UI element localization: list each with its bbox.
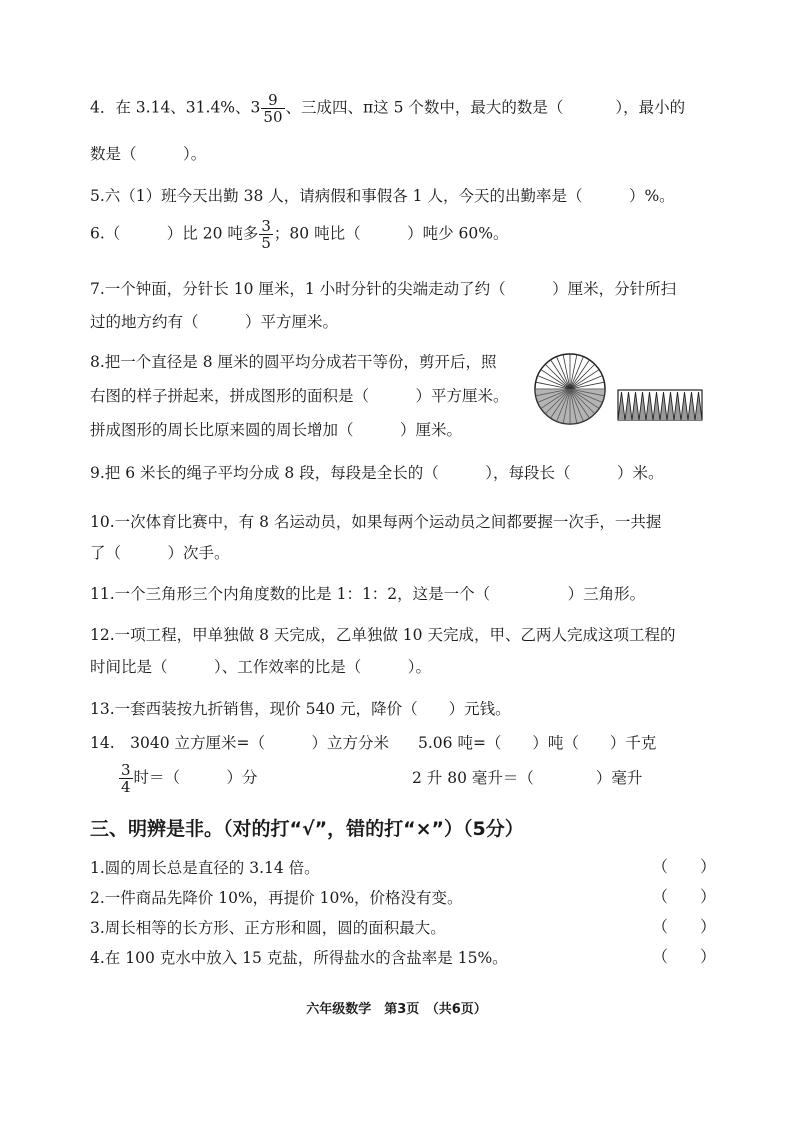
question-9: 9.把 6 米长的绳子平均分成 8 段，每段是全长的（ ），每段长（ ）米。: [90, 464, 664, 482]
question-14-d: 2 升 80 毫升＝（ ）毫升: [412, 769, 643, 787]
rearranged-rectangle-figure: [617, 388, 703, 422]
sector-piece: [646, 392, 653, 420]
question-12-line-2: 时间比是（ ）、工作效率的比是（ ）。: [90, 658, 432, 676]
q4-text-a: 4．在 3.14、31.4%、3: [90, 98, 261, 117]
q4-fraction: $\frac{9}{50}$: [263, 91, 283, 126]
judgment-3: 3.周长相等的长方形、正方形和圆，圆的面积最大。: [90, 919, 446, 937]
judgment-2: 2.一件商品先降价 10%，再提价 10%，价格没有变。: [90, 889, 463, 907]
judgment-1: 1.圆的周长总是直径的 3.14 倍。: [90, 859, 320, 877]
question-4-line-1: [90, 92, 685, 125]
question-5: 5.六（1）班今天出勤 38 人，请病假和事假各 1 人，今天的出勤率是（ ）%。: [90, 187, 675, 205]
divided-circle-figure: [533, 352, 607, 426]
question-7-line-2: 过的地方约有（ ）平方厘米。: [90, 313, 339, 331]
q14-text-c: 时＝（ ）分: [133, 768, 258, 787]
sector-piece: [681, 392, 688, 420]
judgment-4: 4.在 100 克水中放入 15 克盐，所得盐水的含盐率是 15%。: [90, 949, 508, 967]
sector-piece: [667, 392, 674, 420]
question-11: 11.一个三角形三个内角度数的比是 1：1：2，这是一个（ ）三角形。: [90, 585, 646, 603]
judgment-2-answer-blank[interactable]: （ ）: [652, 887, 717, 906]
sector-piece: [653, 392, 660, 420]
question-14-a: 14. 3040 立方厘米=（ ）立方分米: [90, 734, 390, 752]
question-8-line-2: 右图的样子拼起来，拼成图形的面积是（ ）平方厘米。: [90, 387, 509, 405]
sector-piece: [618, 392, 625, 420]
question-10-line-1: 10.一次体育比赛中，有 8 名运动员，如果每两个运动员之间都要握一次手，一共握: [90, 513, 662, 531]
q6-text-b: ；80 吨比（ ）吨少 60%。: [273, 224, 509, 243]
sector-piece: [639, 392, 646, 420]
sector-piece: [688, 392, 695, 420]
sector-piece: [674, 392, 681, 420]
q4-text-c: ），最小的: [615, 98, 686, 117]
question-14-b: 5.06 吨=（ ）吨（ ）千克: [418, 734, 657, 752]
q6-fraction: $\frac{3}{5}$: [261, 217, 271, 252]
q6-text-a: 6.（ ）比 20 吨多: [90, 224, 259, 243]
sector-line: [545, 364, 570, 389]
judgment-3-answer-blank[interactable]: （ ）: [652, 917, 717, 936]
question-8-line-1: 8.把一个直径是 8 厘米的圆平均分成若干等份，剪开后，照: [90, 353, 497, 371]
question-8-line-3: 拼成图形的周长比原来圆的周长增加（ ）厘米。: [90, 421, 463, 439]
sector-line: [570, 364, 595, 389]
question-4-line-2: 数是（ ）。: [90, 145, 207, 163]
judgment-4-answer-blank[interactable]: （ ）: [652, 947, 717, 966]
page-footer: 六年级数学 第3页 （共6页）: [306, 1002, 487, 1017]
sector-piece: [625, 392, 632, 420]
section-3-title: 三、明辨是非。（对的打“√”，错的打“×”）（5分）: [90, 818, 524, 840]
question-14-c: [118, 762, 258, 795]
question-12-line-1: 12.一项工程，甲单独做 8 天完成，乙单独做 10 天完成，甲、乙两人完成这项工程的: [90, 626, 676, 644]
q14-fraction: $\frac{3}{4}$: [121, 761, 131, 796]
sector-piece: [632, 392, 639, 420]
judgment-1-answer-blank[interactable]: （ ）: [652, 857, 717, 876]
sector-piece: [660, 392, 667, 420]
question-7-line-1: 7.一个钟面，分针长 10 厘米，1 小时分针的尖端走动了约（ ）厘米，分针所扫: [90, 280, 677, 298]
question-13: 13.一套西装按九折销售，现价 540 元，降价（ ）元钱。: [90, 700, 511, 718]
question-10-line-2: 了（ ）次手。: [90, 544, 230, 562]
sector-piece: [695, 392, 702, 420]
q4-text-b: 、三成四、π这 5 个数中，最大的数是（: [285, 98, 564, 117]
question-6: [90, 218, 508, 251]
